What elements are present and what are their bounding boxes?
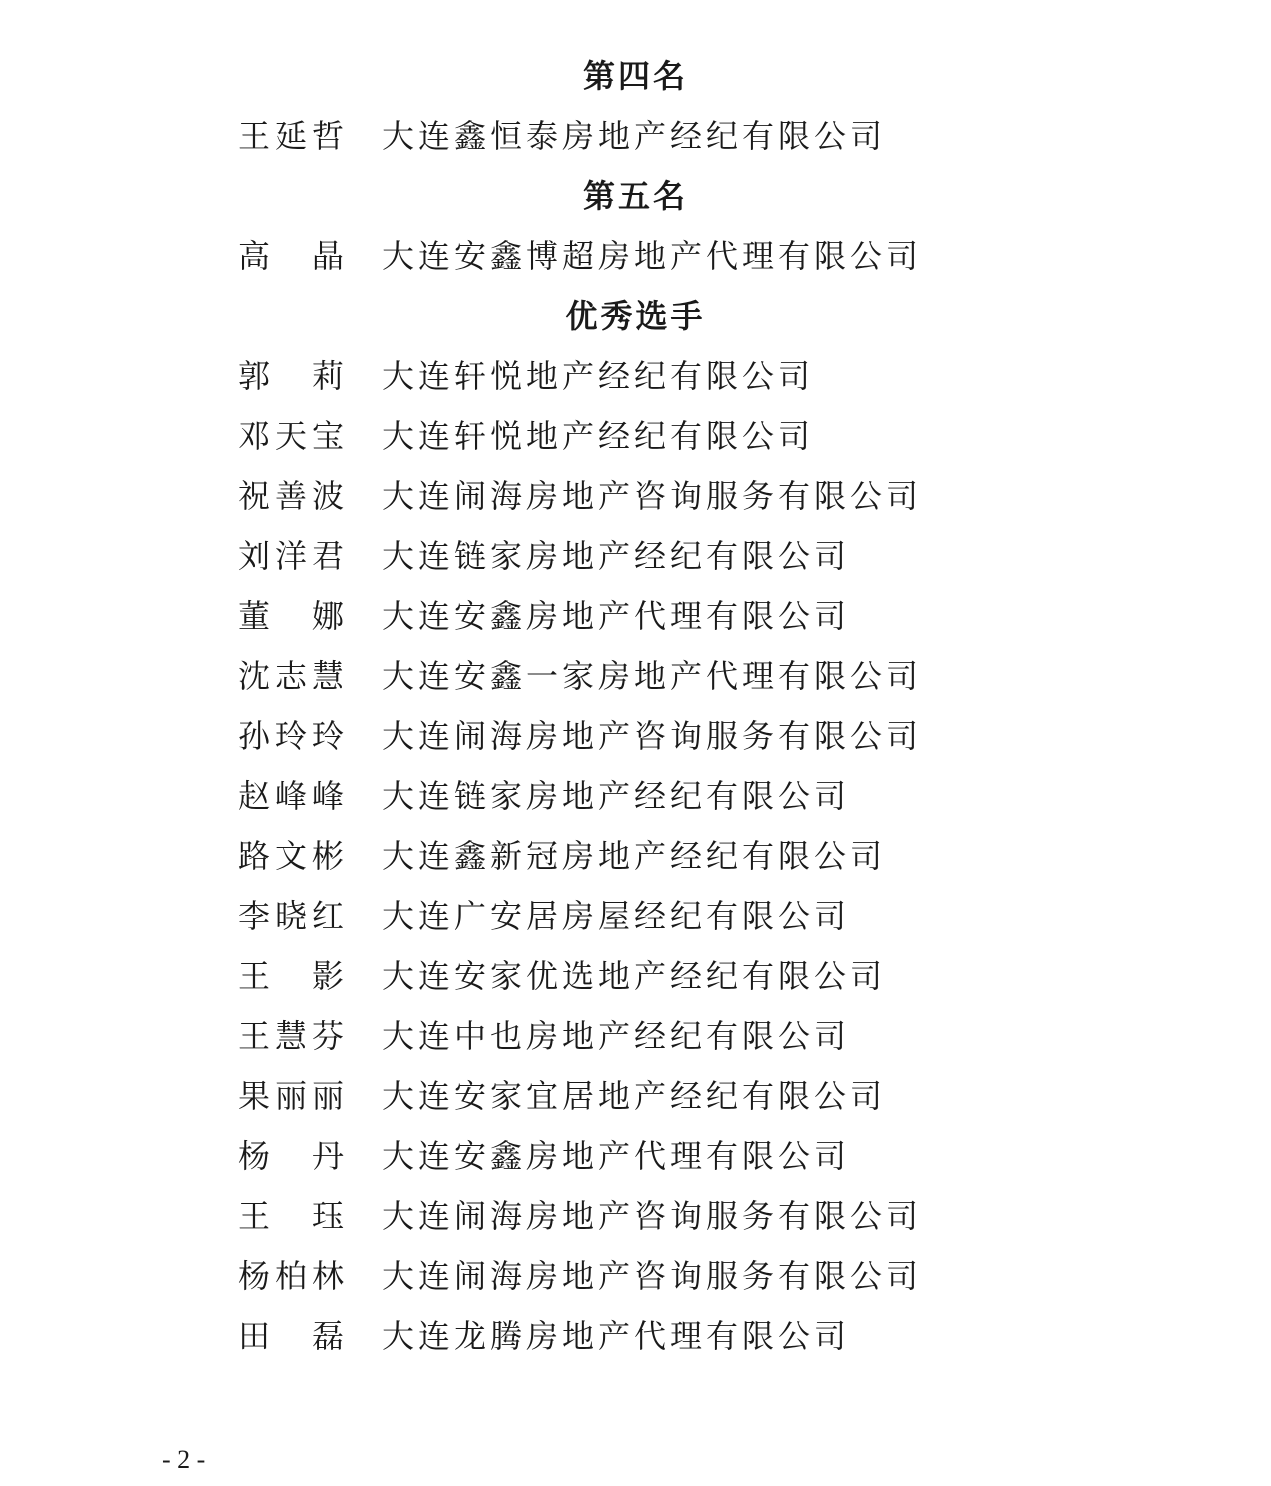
person-name: 田 磊: [238, 1317, 344, 1355]
person-name: 赵峰峰: [238, 777, 344, 815]
company-name: 大连闹海房地产咨询服务有限公司: [382, 717, 923, 755]
list-item: [238, 236, 922, 276]
section-heading-fourth-place: 第四名: [582, 57, 688, 95]
list-item: [238, 1136, 850, 1176]
person-name: 杨柏林: [238, 1257, 344, 1295]
list-item: [238, 1076, 886, 1116]
list-item: [238, 416, 814, 456]
list-item: [238, 1316, 850, 1356]
person-name: 孙玲玲: [238, 717, 344, 755]
list-item: [238, 476, 922, 516]
list-item: [238, 716, 922, 756]
person-name: 祝善波: [238, 477, 344, 515]
company-name: 大连轩悦地产经纪有限公司: [382, 357, 815, 395]
company-name: 大连中也房地产经纪有限公司: [382, 1017, 851, 1055]
list-item: [238, 116, 886, 156]
company-name: 大连链家房地产经纪有限公司: [382, 777, 851, 815]
company-name: 大连安家宜居地产经纪有限公司: [382, 1077, 887, 1115]
page-number: - 2 -: [162, 1445, 206, 1474]
company-name: 大连安鑫房地产代理有限公司: [382, 597, 851, 635]
person-name: 邓天宝: [238, 417, 344, 455]
section-heading-fifth-place: 第五名: [582, 177, 688, 215]
person-name: 路文彬: [238, 837, 344, 875]
person-name: 李晓红: [238, 897, 344, 935]
company-name: 大连安鑫房地产代理有限公司: [382, 1137, 851, 1175]
list-item: [238, 1016, 850, 1056]
company-name: 大连安鑫博超房地产代理有限公司: [382, 237, 923, 275]
person-name: 王 影: [238, 957, 344, 995]
list-item: [238, 836, 886, 876]
list-item: [238, 356, 814, 396]
company-name: 大连安家优选地产经纪有限公司: [382, 957, 887, 995]
company-name: 大连链家房地产经纪有限公司: [382, 537, 851, 575]
company-name: 大连闹海房地产咨询服务有限公司: [382, 1197, 923, 1235]
person-name: 刘洋君: [238, 537, 344, 575]
list-item: [238, 656, 922, 696]
list-item: [238, 956, 886, 996]
person-name: 王慧芬: [238, 1017, 344, 1055]
company-name: 大连鑫新冠房地产经纪有限公司: [382, 837, 887, 875]
list-item: [238, 596, 850, 636]
list-item: [238, 1196, 922, 1236]
person-name: 杨 丹: [238, 1137, 344, 1175]
person-name: 果丽丽: [238, 1077, 344, 1115]
company-name: 大连闹海房地产咨询服务有限公司: [382, 1257, 923, 1295]
company-name: 大连龙腾房地产代理有限公司: [382, 1317, 851, 1355]
list-item: [238, 896, 850, 936]
person-name: 沈志慧: [238, 657, 344, 695]
person-name: 高 晶: [238, 237, 344, 275]
list-item: [238, 536, 850, 576]
company-name: 大连闹海房地产咨询服务有限公司: [382, 477, 923, 515]
person-name: 郭 莉: [238, 357, 344, 395]
person-name: 王延哲: [238, 117, 344, 155]
company-name: 大连鑫恒泰房地产经纪有限公司: [382, 117, 887, 155]
person-name: 董 娜: [238, 597, 344, 635]
section-heading-excellent-contestants: 优秀选手: [565, 297, 706, 335]
list-item: [238, 776, 850, 816]
company-name: 大连广安居房屋经纪有限公司: [382, 897, 851, 935]
company-name: 大连安鑫一家房地产代理有限公司: [382, 657, 923, 695]
list-item: [238, 1256, 922, 1296]
person-name: 王 珏: [238, 1197, 344, 1235]
company-name: 大连轩悦地产经纪有限公司: [382, 417, 815, 455]
